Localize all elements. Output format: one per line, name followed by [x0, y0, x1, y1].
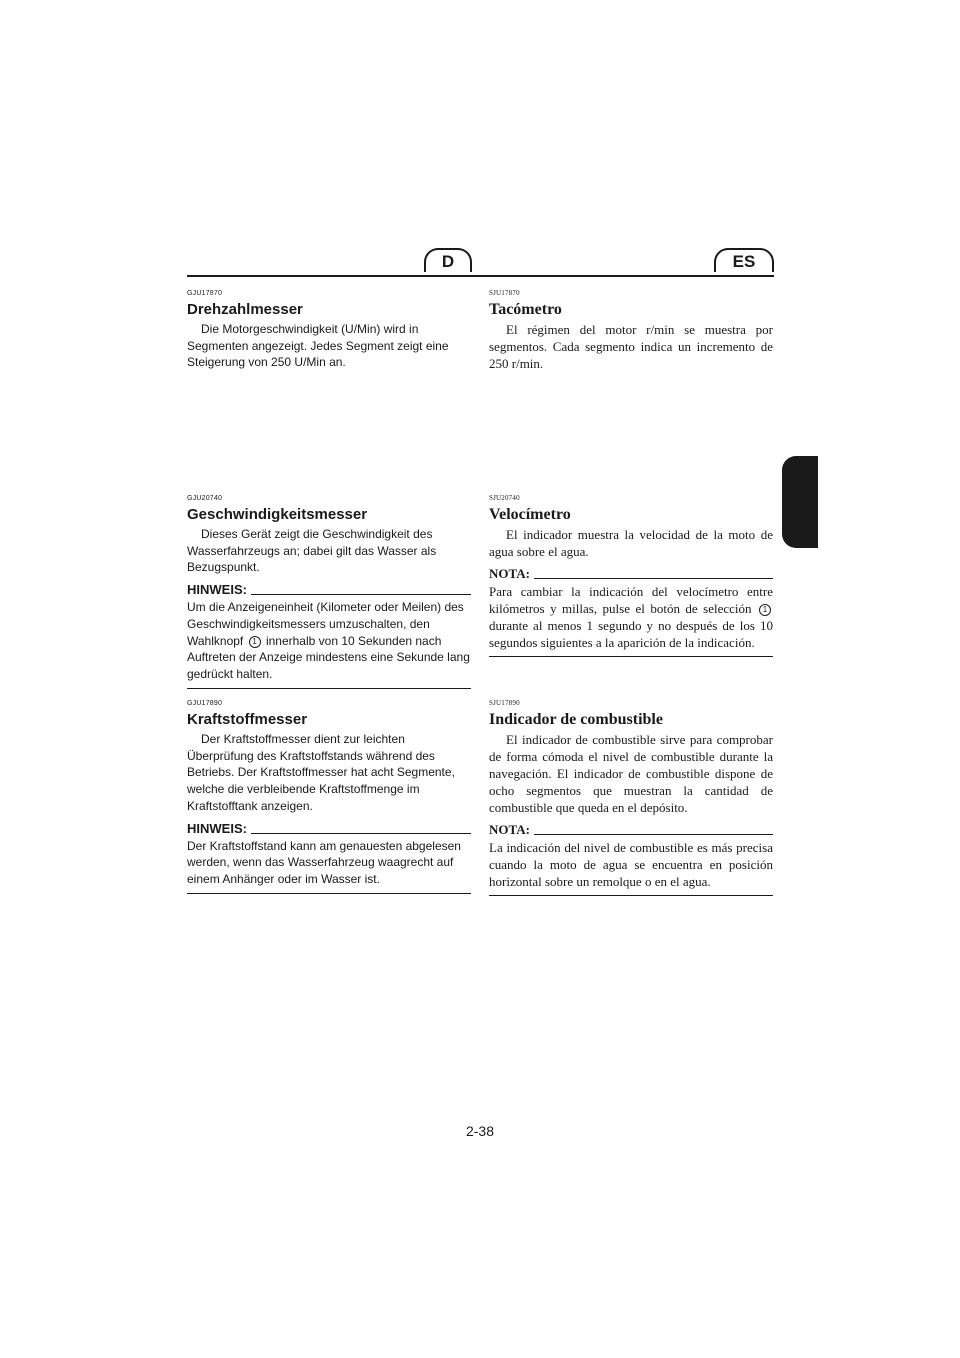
section-body: Dieses Gerät zeigt die Geschwindigkeit des Wasserfahrzeugs an; dabei gilt das Wasser als Bezugspunkt.: [187, 527, 437, 575]
note-text: Para cambiar la indicación del velocímetro entre kilómetros y millas, pulse el botón de selección 1 durante al menos 1 segundo y no después de los 10 segundos siguientes a la aparición de la indicación.: [489, 584, 773, 650]
section-title: Drehzahlmesser: [187, 301, 303, 318]
note-rule: [534, 578, 773, 579]
note-end-rule: [187, 688, 471, 689]
note-header: [187, 821, 471, 836]
header-rule: [187, 275, 774, 277]
section-body: Der Kraftstoffmesser dient zur leichten Überprüfung des Kraftstoffstands während des Betriebs. Der Kraftstoffmesser hat acht Segmente, welche die verbleibende Kraftstoffmenge im Kraftstofftank anzeigen.: [187, 732, 455, 813]
section-drehzahlmesser: [187, 289, 471, 371]
section-velocimetro: [489, 494, 773, 657]
note-text: La indicación del nivel de combustible es más precisa cuando la moto de agua se encuentra en posición horizontal sobre un remolque o en el agua.: [489, 840, 773, 889]
section-code: GJU20740: [187, 495, 223, 502]
section-code: SJU17890: [489, 699, 520, 707]
section-body: Die Motorgeschwindigkeit (U/Min) wird in Segmenten angezeigt. Jedes Segment zeigt eine Steigerung von 250 U/Min an.: [187, 322, 449, 370]
section-code: GJU17890: [187, 700, 223, 707]
note-end-rule: [489, 895, 773, 896]
note-header: [489, 822, 773, 837]
page-number: 2-38: [465, 1123, 495, 1139]
section-code: SJU17870: [489, 289, 520, 297]
section-title: Kraftstoffmesser: [187, 711, 308, 728]
language-badge-de: D: [424, 248, 472, 272]
section-indicador-combustible: [489, 699, 773, 896]
note-rule: [251, 594, 471, 595]
section-body: El régimen del motor r/min se muestra por segmentos. Cada segmento indica un incremento de 250 r/min.: [489, 322, 773, 371]
section-tacometro: [489, 289, 773, 372]
section-kraftstoffmesser: [187, 699, 471, 894]
note-rule: [534, 834, 773, 835]
note-end-rule: [187, 893, 471, 894]
note-header: [489, 566, 773, 581]
section-geschwindigkeitsmesser: [187, 494, 471, 689]
note-rule: [251, 833, 471, 834]
section-code: SJU20740: [489, 494, 520, 502]
note-text: Um die Anzeigeneinheit (Kilometer oder Meilen) des Geschwindigkeitsmessers umzuschalten, den Wahlknopf 1 innerhalb von 10 Sekunden nach Auftreten der Anzeige mindestens eine Sekunde lang gedrückt halten.: [187, 600, 470, 681]
note-label: HINWEIS:: [187, 820, 247, 836]
section-body: El indicador muestra la velocidad de la moto de agua sobre el agua.: [489, 527, 773, 559]
language-badge-es: ES: [714, 248, 774, 272]
callout-1-icon: 1: [759, 604, 771, 616]
note-label: HINWEIS:: [187, 582, 247, 598]
note-label: NOTA:: [489, 566, 530, 581]
section-title: Velocímetro: [489, 506, 571, 523]
section-title: Geschwindigkeitsmesser: [187, 506, 368, 523]
chapter-tab: [782, 456, 818, 548]
section-code: GJU17870: [187, 290, 223, 297]
section-body: El indicador de combustible sirve para comprobar de forma cómoda el nivel de combustible durante la navegación. El indicador de combustible dispone de ocho segmentos que muestran la cantidad de combustible que queda en el depósito.: [489, 732, 773, 815]
note-header: [187, 582, 471, 597]
section-title: Tacómetro: [489, 301, 562, 318]
note-text: Der Kraftstoffstand kann am genauesten abgelesen werden, wenn das Wasserfahrzeug waagrecht auf einem Anhänger oder im Wasser ist.: [187, 838, 461, 886]
section-title: Indicador de combustible: [489, 711, 663, 728]
note-end-rule: [489, 656, 773, 657]
note-label: NOTA:: [489, 822, 530, 837]
callout-1-icon: 1: [249, 636, 261, 648]
